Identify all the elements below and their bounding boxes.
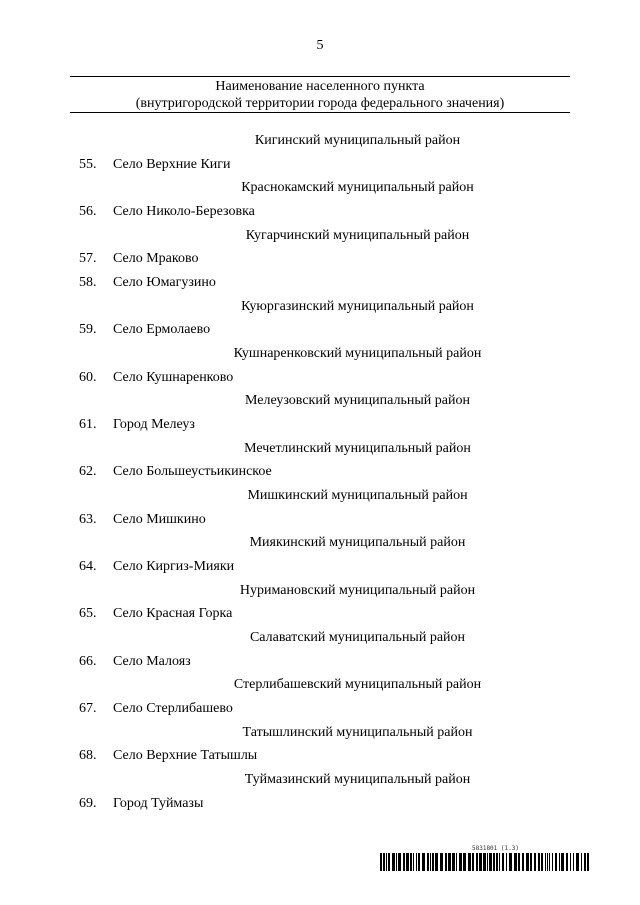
item-number: 58. (79, 275, 97, 291)
district-heading: Кугарчинский муниципальный район (245, 227, 470, 243)
item-number: 55. (79, 156, 97, 172)
settlement-name: Село Верхние Киги (113, 156, 231, 172)
district-heading: Кушнаренковский муниципальный район (233, 346, 482, 362)
page-number: 5 (316, 38, 324, 53)
district-heading: Куюргазинский муниципальный район (241, 298, 474, 314)
settlement-name: Город Туймазы (113, 795, 204, 811)
settlement-name: Село Красная Горка (113, 606, 233, 622)
district-heading: Миякинский муниципальный район (249, 535, 466, 551)
item-number: 64. (79, 559, 97, 575)
district-heading: Туймазинский муниципальный район (244, 772, 471, 788)
settlement-name: Село Большеустьикинское (113, 464, 272, 480)
item-number: 67. (79, 701, 97, 717)
district-heading: Татышлинский муниципальный район (242, 724, 473, 740)
settlement-name: Село Кушнаренково (113, 369, 234, 385)
list-item (0, 318, 640, 342)
item-number: 68. (79, 748, 97, 764)
list-item (0, 460, 640, 484)
item-number: 59. (79, 322, 97, 338)
district-heading: Стерлибашевский муниципальный район (233, 677, 482, 693)
item-number: 61. (79, 417, 97, 433)
list-item (0, 153, 640, 177)
item-number: 66. (79, 653, 97, 669)
barcode-image (380, 853, 590, 871)
district-heading: Мишкинский муниципальный район (247, 488, 468, 504)
header-line-1: Наименование населенного пункта (215, 79, 425, 94)
list-item (0, 413, 640, 437)
list-item (0, 271, 640, 295)
header-line-2: (внутригородской территории города федерального значения) (135, 96, 505, 111)
table-header (70, 78, 570, 112)
list-item (0, 366, 640, 390)
settlement-name: Село Верхние Татышлы (113, 748, 258, 764)
settlement-name: Город Мелеуз (113, 417, 195, 433)
settlement-name: Село Малояз (113, 653, 191, 669)
settlement-name: Село Мишкино (113, 511, 206, 527)
list-item (0, 602, 640, 626)
list-item (0, 200, 640, 224)
settlement-name: Село Юмагузино (113, 275, 216, 291)
list-item (0, 555, 640, 579)
settlement-name: Село Николо-Березовка (113, 204, 255, 220)
item-number: 69. (79, 795, 97, 811)
settlement-name: Село Стерлибашево (113, 701, 233, 717)
list-item (0, 792, 640, 816)
item-number: 60. (79, 369, 97, 385)
list-item (0, 744, 640, 768)
item-number: 65. (79, 606, 97, 622)
list-item (0, 697, 640, 721)
settlement-list (0, 129, 640, 815)
item-number: 62. (79, 464, 97, 480)
district-heading: Краснокамский муниципальный район (241, 180, 474, 196)
item-number: 57. (79, 251, 97, 267)
header-top-rule (70, 76, 570, 77)
list-item (0, 650, 640, 674)
district-heading: Мелеузовский муниципальный район (245, 393, 470, 409)
settlement-name: Село Киргиз-Мияки (113, 559, 235, 575)
district-heading: Нуримановский муниципальный район (239, 582, 476, 598)
district-heading: Кигинский муниципальный район (254, 133, 461, 148)
header-bottom-rule (70, 112, 570, 113)
barcode-label: 5831801 (1.3) (472, 845, 519, 852)
settlement-name: Село Мраково (113, 251, 199, 267)
district-heading: Мечетлинский муниципальный район (244, 440, 471, 456)
settlement-name: Село Ермолаево (113, 322, 211, 338)
item-number: 56. (79, 204, 97, 220)
list-item (0, 508, 640, 532)
list-item (0, 247, 640, 271)
district-heading: Салаватский муниципальный район (249, 630, 466, 646)
item-number: 63. (79, 511, 97, 527)
